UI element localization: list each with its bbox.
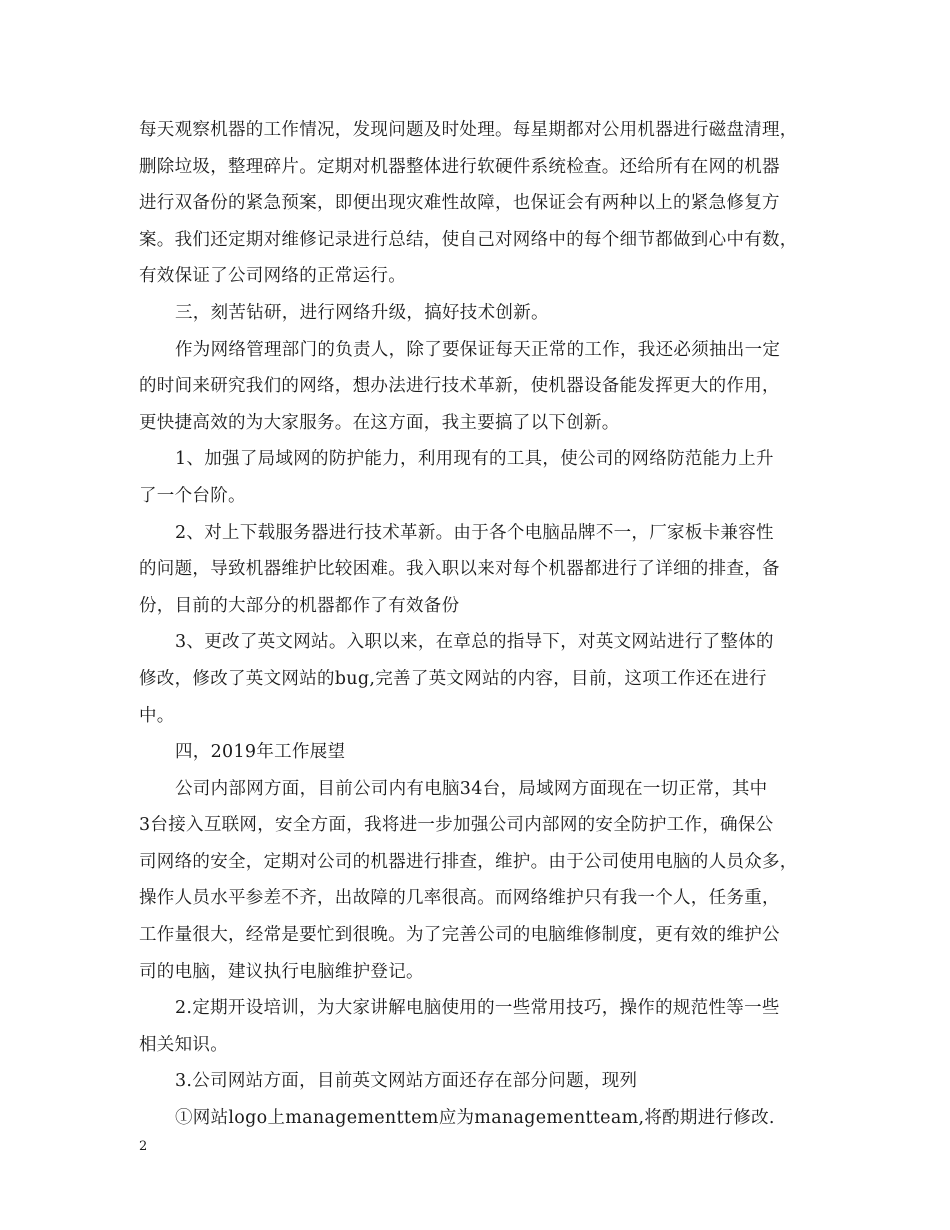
text-line: 3、更改了英文网站。入职以来，在章总的指导下，对英文网站进行了整体的 xyxy=(175,632,774,653)
text-line: 1、加强了局域网的防护能力，利用现有的工具，使公司的网络防范能力上升 xyxy=(175,449,774,470)
text-line: 三，刻苦钻研，进行网络升级，搞好技术创新。 xyxy=(175,302,549,323)
text-line: 2.定期开设培训，为大家讲解电脑使用的一些常用技巧，操作的规范性等一些 xyxy=(175,998,780,1019)
text-line: 每天观察机器的工作情况，发现问题及时处理。每星期都对公用机器进行磁盘清理， xyxy=(139,120,798,140)
text-line: 3台接入互联网，安全方面，我将进一步加强公司内部网的安全防护工作，确保公 xyxy=(139,815,774,836)
document-body xyxy=(139,112,829,1137)
text-line: 份，目前的大部分的机器都作了有效备份 xyxy=(139,595,460,616)
text-line: 中。 xyxy=(139,705,175,726)
text-line: 2、对上下载服务器进行技术革新。由于各个电脑品牌不一，厂家板卡兼容性 xyxy=(175,522,774,543)
text-line: 修改，修改了英文网站的bug,完善了英文网站的内容，目前，这项工作还在进行 xyxy=(139,668,767,689)
page-number: 2 xyxy=(139,1139,148,1154)
text-line: 作为网络管理部门的负责人，除了要保证每天正常的工作，我还必须抽出一定 xyxy=(175,339,781,360)
text-line: 更快捷高效的为大家服务。在这方面，我主要搞了以下创新。 xyxy=(139,412,620,433)
text-line: 工作量很大，经常是要忙到很晚。为了完善公司的电脑维修制度，更有效的维护公 xyxy=(139,925,780,946)
text-line: 了一个台阶。 xyxy=(139,485,246,506)
text-line: 四，2019年工作展望 xyxy=(175,742,346,763)
text-line: 的时间来研究我们的网络，想办法进行技术革新，使机器设备能发挥更大的作用， xyxy=(139,376,780,397)
text-line: 删除垃圾，整理碎片。定期对机器整体进行软硬件系统检查。还给所有在网的机器 xyxy=(139,156,780,177)
text-line: 案。我们还定期对维修记录进行总结，使自己对网络中的每个细节都做到心中有数， xyxy=(139,229,798,250)
text-line: 操作人员水平参差不齐，出故障的几率很高。而网络维护只有我一个人，任务重， xyxy=(139,888,780,909)
text-line: 3.公司网站方面，目前英文网站方面还存在部分问题，现列 xyxy=(175,1071,638,1092)
text-line: 的问题，导致机器维护比较困难。我入职以来对每个机器都进行了详细的排查，备 xyxy=(139,559,780,580)
text-line: 司的电脑，建议执行电脑维护登记。 xyxy=(139,961,424,982)
text-line: 司网络的安全，定期对公司的机器进行排查，维护。由于公司使用电脑的人员众多， xyxy=(139,851,798,872)
text-line: ①网站logo上managementtem应为managementteam,将酌期进行修改. xyxy=(175,1108,775,1129)
text-line: 相关知识。 xyxy=(139,1034,228,1055)
text-line: 有效保证了公司网络的正常运行。 xyxy=(139,266,406,287)
text-line: 进行双备份的紧急预案，即便出现灾难性故障，也保证会有两种以上的紧急修复方 xyxy=(139,193,780,214)
text-line: 公司内部网方面，目前公司内有电脑34台，局域网方面现在一切正常，其中 xyxy=(175,778,768,799)
